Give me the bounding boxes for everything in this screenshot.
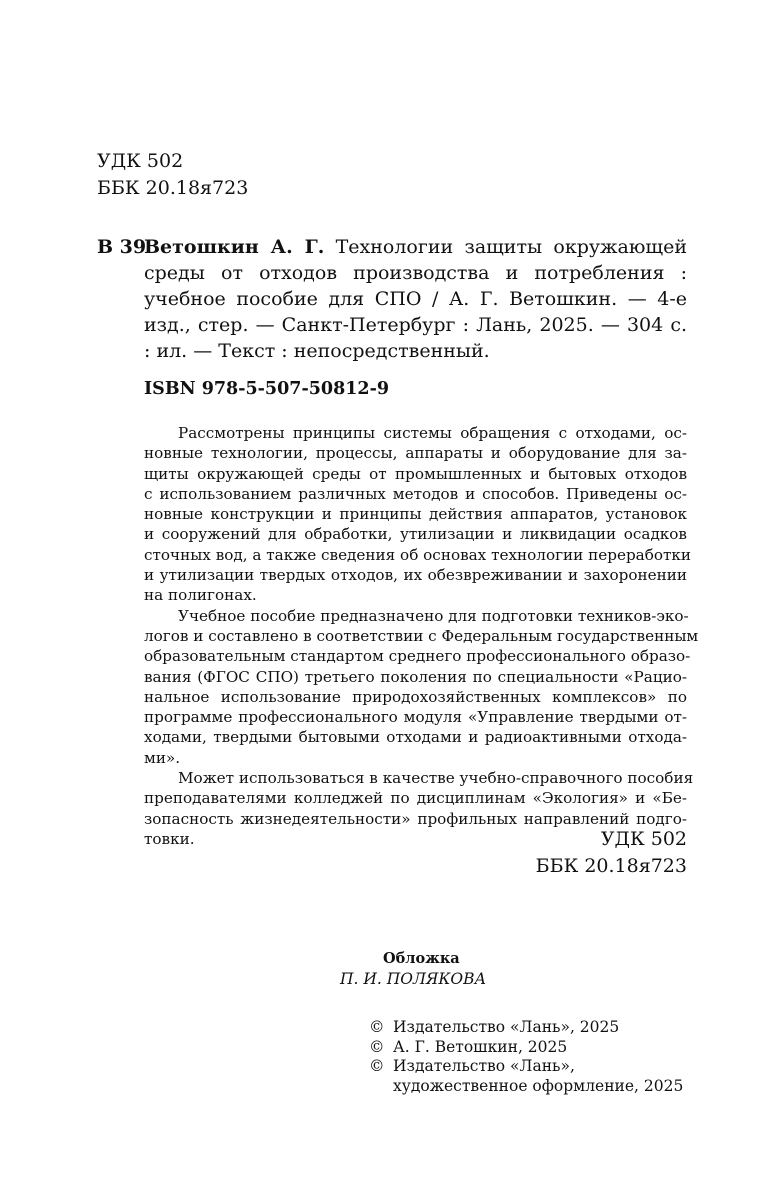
author-name: Ветошкин А. Г. [144, 236, 325, 258]
abstract-line: Рассмотрены принципы системы обращения с отходами, ос- [178, 424, 687, 442]
copyright-text: А. Г. Ветошкин, 2025 [393, 1037, 568, 1056]
abstract [144, 423, 699, 849]
author-index-code: В 39 [97, 236, 147, 258]
classification-top [97, 148, 248, 202]
bbk-code: ББК 20.18я723 [97, 177, 249, 199]
bibliographic-description: Технологии защиты окружающей среды от отходов производства и потребления : учебное пособие для СПО / А. Г. Ветошкин. — 4-е изд., стер. — Санкт-Петербург : Лань, 2025. — 304 с. : ил. — Текст : непосредственный. [144, 236, 687, 362]
abstract-line: товки. [144, 829, 195, 848]
copyright-icon: © [369, 1057, 385, 1075]
abstract-line: и сооружений для обработки, утилизации и ликвидации осадков [144, 525, 687, 544]
udk-code: УДК 502 [600, 828, 687, 850]
abstract-line: образовательным стандартом среднего профессионального образо- [144, 647, 691, 666]
isbn: ISBN 978-5-507-50812-9 [144, 379, 390, 399]
abstract-line: сточных вод, а также сведения об основах технологии переработки [144, 545, 692, 564]
copyright-icon: © [369, 1037, 385, 1056]
abstract-line: с использованием различных методов и способов. Приведены ос- [144, 484, 687, 503]
abstract-line: и утилизации твердых отходов, их обезвреживании и захоронении [144, 566, 687, 585]
abstract-line: программе профессионального модуля «Управление твердыми от- [144, 708, 687, 727]
abstract-line: новные технологии, процессы, аппараты и оборудование для за- [144, 444, 687, 463]
abstract-line: зопасность жизнедеятельности» профильных направлений подго- [144, 809, 687, 828]
copyright-block [369, 1018, 683, 1096]
bibliographic-record [144, 234, 687, 364]
copyright-line [369, 1018, 683, 1038]
abstract-line: вания (ФГОС СПО) третьего поколения по специальности «Рацио- [144, 667, 687, 686]
classification-bottom [536, 826, 687, 880]
abstract-line: Может использоваться в качестве учебно-справочного пособия [178, 769, 694, 788]
cover-credit [340, 949, 486, 989]
copyright-text-continued: художественное оформление, 2025 [393, 1076, 684, 1095]
abstract-line: преподавателями колледжей по дисциплинам «Экология» и «Бе- [144, 789, 687, 808]
copyright-icon: © [369, 1018, 385, 1036]
copyright-text: Издательство «Лань», [393, 1057, 575, 1075]
cover-designer: П. И. ПОЛЯКОВА [340, 970, 487, 988]
abstract-line: логов и составлено в соответствии с Федеральным государственным [144, 626, 699, 645]
abstract-line: ходами, твердыми бытовыми отходами и радиоактивными отхода- [144, 728, 687, 747]
abstract-line: на полигонах. [144, 586, 257, 605]
abstract-line: нальное использование природохозяйственных комплексов» по [144, 687, 687, 706]
abstract-line: щиты окружающей среды от промышленных и бытовых отходов [144, 464, 687, 483]
abstract-line: Учебное пособие предназначено для подготовки техников-эко- [178, 606, 689, 625]
bbk-code: ББК 20.18я723 [535, 855, 687, 877]
copyright-line [369, 1038, 683, 1058]
copyright-line [369, 1057, 683, 1077]
abstract-line: ми». [144, 748, 181, 767]
cover-label: Обложка [383, 950, 460, 967]
udk-code: УДК 502 [97, 150, 184, 172]
abstract-line: новные конструкции и принципы действия аппаратов, установок [144, 505, 687, 524]
copyright-text: Издательство «Лань», 2025 [393, 1018, 620, 1036]
